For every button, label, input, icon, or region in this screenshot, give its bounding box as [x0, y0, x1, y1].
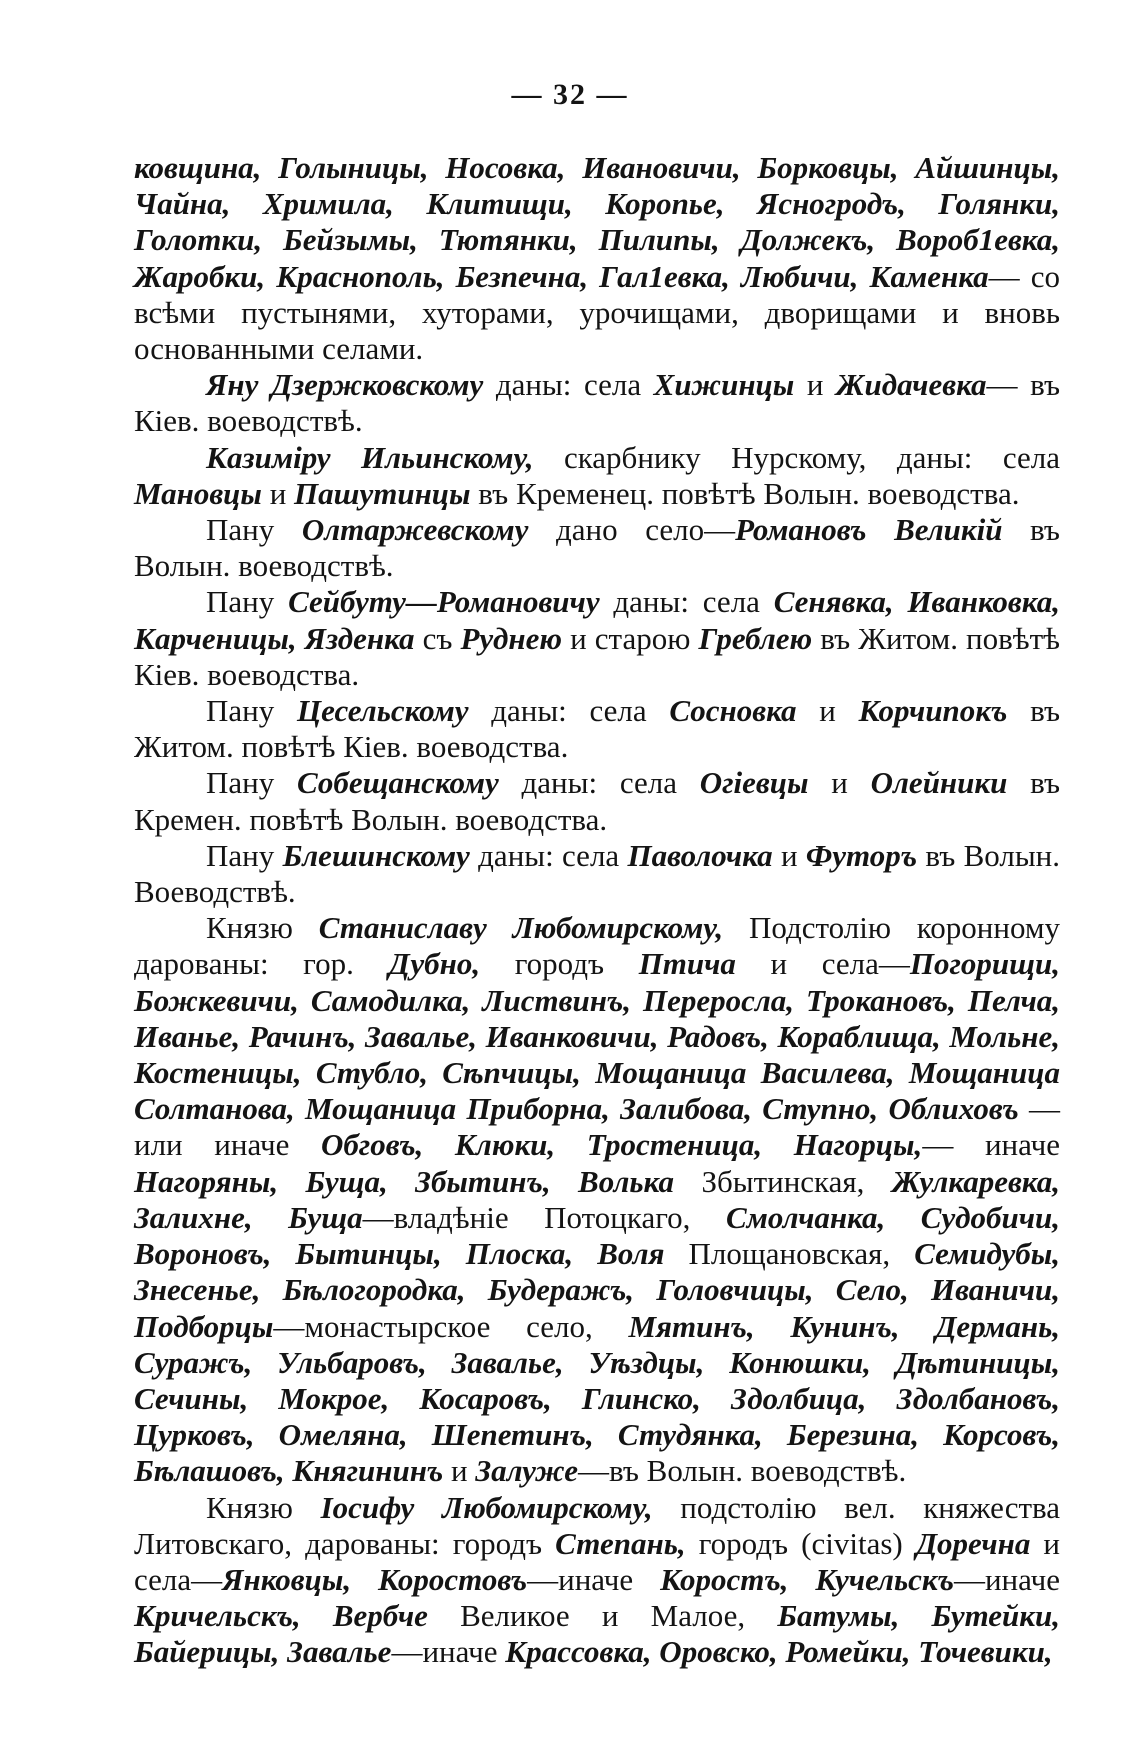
text-run: Великое и Малое,	[427, 1598, 778, 1634]
emphasized-text: Погорищи, Божкевичи, Самодилка, Листвинъ, Переросла, Трокановъ, Пелча, Иванье, Рачинъ, Завалье, Иванковичи, Радовъ, Кораблища, Мольне, Костеницы, Стубло, Сѣпчицы, Мощаница Василева, Мощаница Солтанова, Мощаница Приборна, Залибова, Ступно, Облиховъ	[134, 946, 1060, 1127]
text-run: скарбнику Нурскому, даны: села	[533, 439, 1061, 475]
text-run: —въ Волын. воеводствѣ.	[578, 1453, 907, 1489]
paragraph	[134, 1490, 1060, 1671]
text-run: и	[261, 475, 295, 511]
paragraph	[134, 910, 1060, 1489]
text-run: — со всѣми пустынями, хуторами, урочищами, дворищами и вновь основанными селами.	[134, 258, 1060, 367]
emphasized-text: Казимiру Ильинскому,	[206, 439, 534, 475]
text-run: и села—	[134, 1525, 1061, 1597]
text-run: въ Кремен. повѣтѣ Волын. воеводства.	[134, 765, 1060, 837]
emphasized-text: ковщина, Голыницы, Носовка, Ивановичи, Борковцы, Айшинцы, Чайна, Хримила, Клитищи, Коропье, Ясногродъ, Голянки, Голотки, Бейзымы, Тютянки, Пилипы, Должекъ, Вороб1евка, Жаробки, Краснополь, Безпечна, Гал1евка, Любичи, Каменка	[134, 150, 1060, 294]
emphasized-text: Мановцы	[134, 475, 262, 511]
text-run: въ Житом. повѣтѣ Кiев. воеводства.	[134, 620, 1060, 692]
emphasized-text: Огiевцы	[699, 765, 809, 801]
emphasized-text: Мятинъ, Кунинъ, Дермань, Суражъ, Ульбаровъ, Завалье, Уѣздцы, Конюшки, Дѣтиницы, Сечины, Мокрое, Косаровъ, Глинско, Здолбица, Здолбановъ, Цурковъ, Омелянa, Шепетинъ, Студянка, Березина, Корсовъ, Бѣлашовъ, Княгининъ	[134, 1308, 1060, 1489]
text-run: и села—	[735, 946, 910, 982]
paragraph	[134, 150, 1060, 367]
emphasized-text: Блешинскому	[282, 837, 470, 873]
text-run: даны: села	[468, 693, 670, 729]
text-run: Збытинская,	[673, 1163, 892, 1199]
emphasized-text: Семидубы, Знесенье, Бѣлогородка, Будеражъ, Головчицы, Село, Иваничи, Подборцы	[134, 1236, 1061, 1344]
text-run: и	[772, 837, 806, 873]
text-run: — иначе	[922, 1127, 1060, 1163]
text-run: Пану	[206, 512, 302, 548]
emphasized-text: Руднею	[460, 620, 563, 656]
text-run: съ	[414, 620, 461, 656]
paragraph	[134, 512, 1060, 584]
text-run: въ Волын. Воеводствѣ.	[134, 837, 1060, 910]
text-run: даны: села	[469, 837, 628, 873]
text-run: Подстолiю коронному дарованы: гор.	[134, 910, 1060, 982]
emphasized-text: Хижинцы	[653, 367, 795, 403]
emphasized-text: Романовъ Великiй	[735, 512, 1003, 548]
emphasized-text: Крассовка, Оровско, Ромейки, Точевики,	[505, 1634, 1053, 1670]
text-run: городъ	[480, 946, 639, 982]
emphasized-text: Сейбуту—Романовичу	[288, 584, 600, 620]
paragraph	[134, 838, 1060, 910]
emphasized-text: Сенявка, Иванковка, Карченицы, Язденка	[134, 584, 1060, 656]
emphasized-text: Iосифу Любомирскому,	[320, 1489, 653, 1525]
text-run: —владѣнiе Потоцкаго,	[362, 1199, 726, 1235]
paragraph	[134, 367, 1060, 439]
emphasized-text: Греблею	[698, 620, 813, 656]
text-run: —иначе	[391, 1634, 506, 1670]
emphasized-text: Батумы, Бутейки, Байерицы, Завалье	[134, 1598, 1061, 1670]
paragraph	[134, 765, 1060, 837]
text-run: — въ Кiев. воеводствѣ.	[134, 367, 1060, 439]
text-run: Князю	[206, 910, 319, 946]
emphasized-text: Паволочка	[627, 837, 773, 873]
emphasized-text: Птича	[638, 946, 736, 982]
emphasized-text: Собещанскому	[297, 765, 499, 801]
emphasized-text: Залуже	[475, 1453, 578, 1489]
text-run: и	[794, 367, 837, 403]
text-run: Князю	[206, 1489, 321, 1525]
emphasized-text: Смолчанка, Судобичи, Вороновъ, Бытинцы, Плоска, Воля	[134, 1199, 1060, 1272]
text-run: даны: села	[599, 584, 774, 620]
text-run: въ Кременец. повѣтѣ Волын. воеводства.	[470, 475, 1020, 511]
text-run: подстолiю вел. княжества Литовскаго, дарованы: городъ	[134, 1489, 1060, 1561]
text-run: Пану	[206, 584, 289, 620]
text-run: и	[808, 765, 871, 801]
text-run: городъ (civitas)	[685, 1525, 916, 1561]
emphasized-text: Нагоряны, Буща, Збытинъ, Волька	[134, 1163, 674, 1199]
paragraph	[134, 693, 1060, 765]
emphasized-text: Футоръ	[805, 837, 918, 873]
text-run: въ Житом. повѣтѣ Кiев. воеводства.	[134, 693, 1060, 765]
emphasized-text: Кричельскъ, Вербче	[134, 1598, 428, 1634]
emphasized-text: Олейники	[870, 765, 1008, 801]
emphasized-text: Сосновка	[669, 693, 797, 729]
text-run: Пану	[206, 765, 297, 801]
text-run: даны: села	[483, 367, 654, 403]
text-run: и	[796, 693, 859, 729]
emphasized-text: Жидачевка	[836, 367, 987, 403]
emphasized-text: Янковцы, Коростовъ	[222, 1561, 528, 1597]
emphasized-text: Корчипокъ	[858, 693, 1008, 729]
text-run: —монастырское село,	[273, 1308, 629, 1344]
emphasized-text: Степань,	[555, 1525, 686, 1561]
text-run: въ Волын. воеводствѣ.	[134, 512, 1060, 584]
text-run: даны: села	[498, 765, 700, 801]
emphasized-text: Дубно,	[388, 946, 481, 982]
emphasized-text: Станиславу Любомирскому,	[318, 910, 724, 946]
text-run: —иначе	[527, 1561, 661, 1597]
emphasized-text: Яну Дзержковскому	[206, 367, 484, 403]
text-run: —иначе	[953, 1561, 1060, 1597]
emphasized-text: Цесельскому	[296, 693, 469, 729]
paragraph	[134, 584, 1060, 693]
emphasized-text: Обговъ, Клюки, Тростеница, Нагорцы,	[320, 1127, 923, 1163]
text-run: и	[443, 1453, 476, 1489]
emphasized-text: Пашутинцы	[294, 475, 471, 511]
text-run: Пану	[206, 837, 283, 873]
emphasized-text: Доречна	[915, 1525, 1031, 1561]
text-run: Пану	[206, 693, 297, 729]
text-run: Площановская,	[664, 1236, 915, 1272]
emphasized-text: Коростъ, Кучельскъ	[660, 1561, 954, 1597]
emphasized-text: Олтаржевскому	[301, 512, 529, 548]
text-run: —или иначе	[134, 1091, 1061, 1163]
emphasized-text: Жулкаревка, Залихне, Буща	[134, 1163, 1060, 1235]
text-run: дано село—	[528, 512, 736, 548]
body-text	[134, 150, 1060, 1671]
text-run: и старою	[562, 620, 699, 656]
page-number: — 32 —	[511, 78, 629, 111]
paragraph	[134, 440, 1060, 512]
